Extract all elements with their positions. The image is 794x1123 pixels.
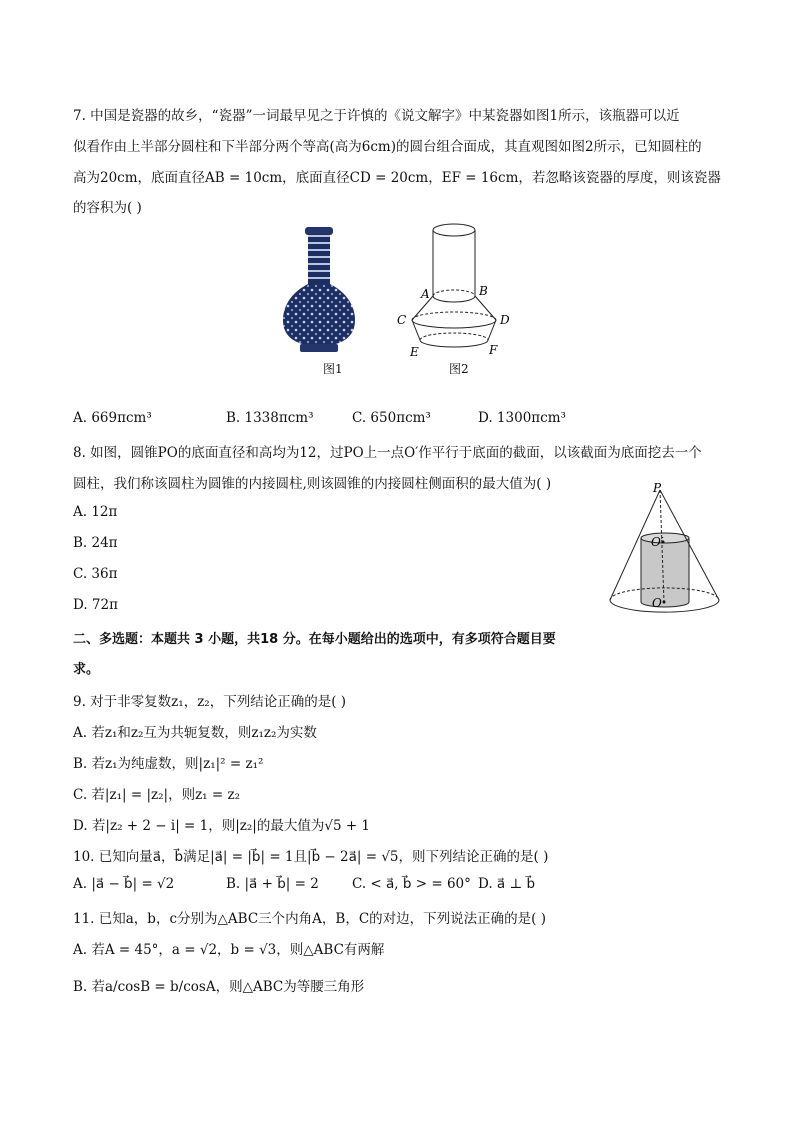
q10-option-b: B. |a⃗ + b⃗| = 2 (226, 876, 319, 892)
q7-option-d: D. 1300πcm³ (478, 410, 566, 426)
q11-option-b: B. 若a/cosB = b/cosA，则△ABC为等腰三角形 (73, 979, 365, 995)
q10-stem: 10. 已知向量a⃗，b⃗满足|a⃗| = |b⃗| = 1且|b⃗ − 2a⃗| = √5，则下列结论正确的是( ) (73, 849, 549, 865)
vase-photo (278, 224, 360, 359)
q7-line1: 7. 中国是瓷器的故乡，“瓷器”一词最早见之于许慎的《说文解字》中某瓷器如图1所示，该瓶器可以近 (73, 108, 680, 124)
fig2-caption: 图2 (449, 362, 469, 376)
q9-option-c: C. 若|z₁| = |z₂|，则z₁ = z₂ (73, 787, 241, 803)
q7-line2: 似看作由上半部分圆柱和下半部分两个等高(高为6cm)的圆台组合面成，其直观图如图2所示，已知圆柱的 (73, 139, 702, 155)
q7-line4: 的容积为( ) (73, 200, 142, 216)
q7-line3: 高为20cm，底面直径AB = 10cm，底面直径CD = 20cm，EF = 16cm，若忽略该瓷器的厚度，则该瓷器 (73, 170, 721, 186)
q11-option-a: A. 若A = 45°，a = √2，b = √3，则△ABC有两解 (73, 942, 385, 958)
label-D: D (500, 313, 510, 327)
label-O: O (652, 596, 662, 610)
label-C: C (397, 313, 407, 327)
label-B: B (479, 284, 488, 298)
q9-stem: 9. 对于非零复数z₁，z₂，下列结论正确的是( ) (73, 694, 347, 710)
q7-option-b: B. 1338πcm³ (226, 410, 314, 426)
q10-option-a: A. |a⃗ − b⃗| = √2 (73, 876, 175, 892)
label-P: P (653, 481, 662, 495)
q8-option-c: C. 36π (73, 566, 118, 582)
fig2-diagram (395, 220, 510, 360)
q9-option-a: A. 若z₁和z₂互为共轭复数，则z₁z₂为实数 (73, 725, 317, 741)
q8-option-b: B. 24π (73, 535, 118, 551)
q8-line1: 8. 如图，圆锥PO的底面直径和高均为12，过PO上一点O′作平行于底面的截面，以该截面为底面挖去一个 (73, 445, 702, 461)
label-E: E (410, 345, 419, 359)
cone-diagram (605, 480, 725, 615)
q10-option-d: D. a⃗ ⊥ b⃗ (478, 876, 536, 892)
q10-option-c: C. < a⃗, b⃗ > = 60° (352, 876, 471, 892)
q7-option-a: A. 669πcm³ (73, 410, 152, 426)
q8-line2: 圆柱，我们称该圆柱为圆锥的内接圆柱,则该圆锥的内接圆柱侧面积的最大值为( ) (73, 476, 552, 492)
fig1-caption: 图1 (323, 362, 343, 376)
q7-option-c: C. 650πcm³ (352, 410, 431, 426)
label-A: A (421, 287, 430, 301)
q9-option-b: B. 若z₁为纯虚数，则|z₁|² = z₁² (73, 756, 264, 772)
q8-option-a: A. 12π (73, 504, 118, 520)
label-F: F (489, 343, 498, 357)
section2-heading: 二、多选题：本题共 3 小题，共18 分。在每小题给出的选项中，有多项符合题目要 (73, 632, 556, 647)
label-O-prime: O′ (651, 535, 664, 549)
q9-option-d: D. 若|z₂ + 2 − i| = 1，则|z₂|的最大值为√5 + 1 (73, 818, 371, 834)
q11-stem: 11. 已知a，b，c分别为△ABC三个内角A，B，C的对边，下列说法正确的是( ) (73, 911, 546, 927)
q8-option-d: D. 72π (73, 597, 118, 613)
section2-heading-cont: 求。 (73, 662, 100, 677)
